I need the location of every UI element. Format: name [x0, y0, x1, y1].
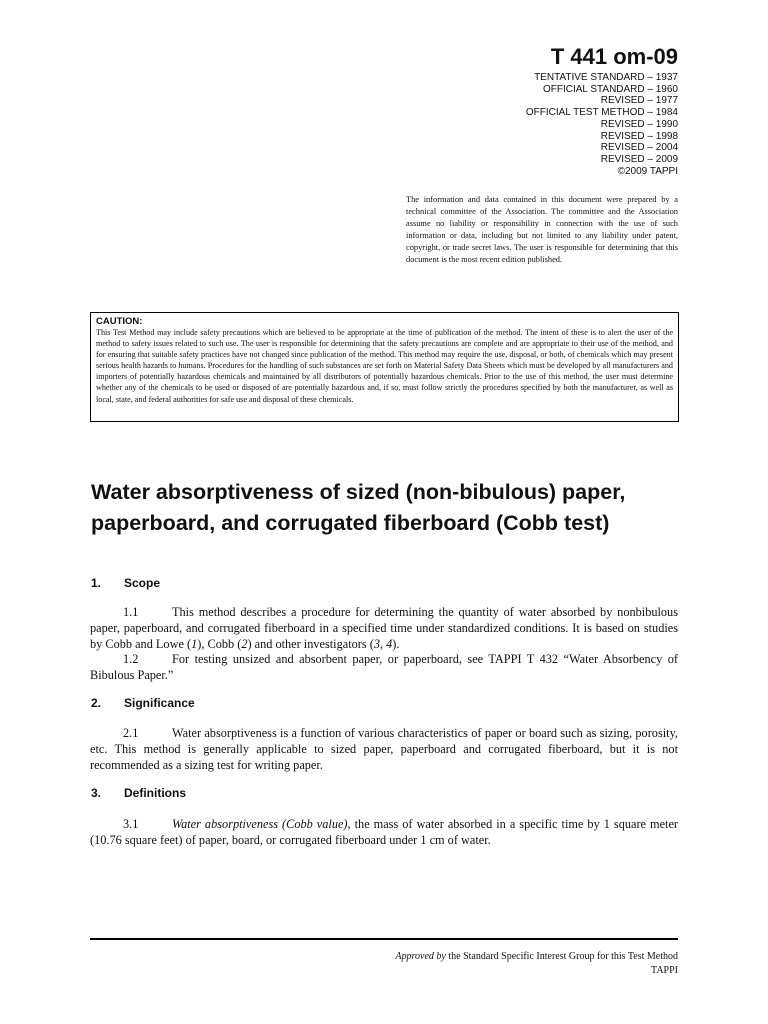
footer-divider: [90, 938, 678, 940]
history-line: OFFICIAL STANDARD – 1960: [542, 83, 678, 95]
reference-number: 1: [191, 637, 198, 651]
history-line: REVISED – 1990: [600, 118, 678, 130]
caution-title: CAUTION:: [96, 316, 143, 327]
paragraph-2-1: [90, 725, 678, 773]
paragraph-number: 1.2: [123, 652, 139, 666]
caution-body: This Test Method may include safety precautions which are believed to be appropriate at the time of publication of the method. The intent of these is to alert the user of the method to safety issues related to such use. The user is responsible for determining that the safety precautions are complete and are appropriate to their use of the method, and for ensuring that suitable safety practices have not changed since publication of the method. This method may require the use, disposal, or both, of chemicals which may present serious health hazards to humans. Procedures for the handling of such substances are set forth on Material Safety Data Sheets which must be developed by all manufacturers and importers of potentially hazardous chemicals and maintained by all distributors of potentially hazardous chemicals. Prior to the use of this method, the user must determine whether any of the chemicals to be used or disposed of are potentially hazardous and, if so, must follow strictly the procedures specified by both the manufacturer, as well as local, state, and federal authorities for safe use and disposal of these chemicals.: [96, 328, 673, 404]
approved-label: Approved by: [395, 951, 446, 962]
paragraph-text: ).: [392, 637, 400, 651]
history-line: REVISED – 1977: [600, 95, 678, 107]
caution-box: [90, 312, 679, 422]
section-title: Significance: [124, 696, 195, 710]
paragraph-number: 3.1: [123, 817, 139, 831]
copyright-line: ©2009 TAPPI: [617, 165, 678, 177]
footer-org: TAPPI: [651, 964, 678, 976]
paragraph-text: This method describes a procedure for determining the quantity of water absorbed by nonbibulous paper, paperboard, and corrugated fiberboard in a specified time under standardized conditions. It is based on studies by Cobb and Lowe (: [90, 605, 678, 651]
history-line: REVISED – 2004: [600, 142, 678, 154]
section-heading-significance: [91, 696, 195, 710]
paragraph-number: 2.1: [123, 726, 139, 740]
history-line: REVISED – 2009: [600, 153, 678, 165]
paragraph-text: the mass of water absorbed in a specific time by 1 square meter (10.76 square feet) of paper, board, or corrugated fiberboard under 1 cm of water.: [90, 817, 679, 847]
footer: [395, 950, 678, 977]
document-title: [91, 477, 691, 539]
document-number: T 441 om-09: [550, 44, 678, 69]
history-line: OFFICIAL TEST METHOD – 1984: [525, 107, 678, 119]
reference-number: 2: [241, 637, 248, 651]
approved-text: the Standard Specific Interest Group for this Test Method: [445, 951, 678, 962]
section-heading-definitions: [91, 786, 186, 800]
history-line: TENTATIVE STANDARD – 1937: [534, 72, 678, 83]
paragraph-text: ) and other investigators (: [247, 637, 374, 651]
title-line-2: paperboard, and corrugated fiberboard (Cobb test): [91, 511, 610, 535]
section-number: 1.: [91, 576, 102, 590]
paragraph-number: 1.1: [123, 605, 139, 619]
paragraph-1-1: [90, 604, 678, 652]
history-line: REVISED – 1998: [600, 130, 678, 142]
section-title: Definitions: [124, 786, 186, 800]
section-title: Scope: [124, 576, 161, 590]
disclaimer-text: The information and data contained in this document were prepared by a technical committee of the Association. The committee and the Association assume no liability or responsibility in connection with the use of such information or data, including but not limited to any liability under patent, copyright, or trade secret laws. The user is responsible for determining that this document is the most recent edition published.: [406, 195, 678, 265]
paragraph-text: For testing unsized and absorbent paper, or paperboard, see TAPPI T 432 “Water Absorbency of Bibulous Paper.”: [90, 652, 678, 682]
paragraph-1-2: [90, 651, 678, 683]
paragraph-text: ), Cobb (: [197, 637, 242, 651]
paragraph-3-1: [90, 816, 678, 848]
paragraph-text: Water absorptiveness is a function of various characteristics of paper or board such as sizing, porosity, etc. This method is generally applicable to sized paper, paperboard and corrugated fiberboard, but it is not recommended as a sizing test for writing paper.: [90, 726, 678, 772]
section-number: 3.: [91, 786, 102, 800]
reference-number: 3, 4: [373, 637, 393, 651]
title-line-1: Water absorptiveness of sized (non-bibulous) paper,: [91, 480, 626, 504]
section-heading-scope: [91, 576, 160, 590]
approval-line: [395, 950, 678, 964]
section-number: 2.: [91, 696, 102, 710]
defined-term: Water absorptiveness (Cobb value),: [172, 817, 351, 831]
revision-history: [526, 72, 678, 177]
